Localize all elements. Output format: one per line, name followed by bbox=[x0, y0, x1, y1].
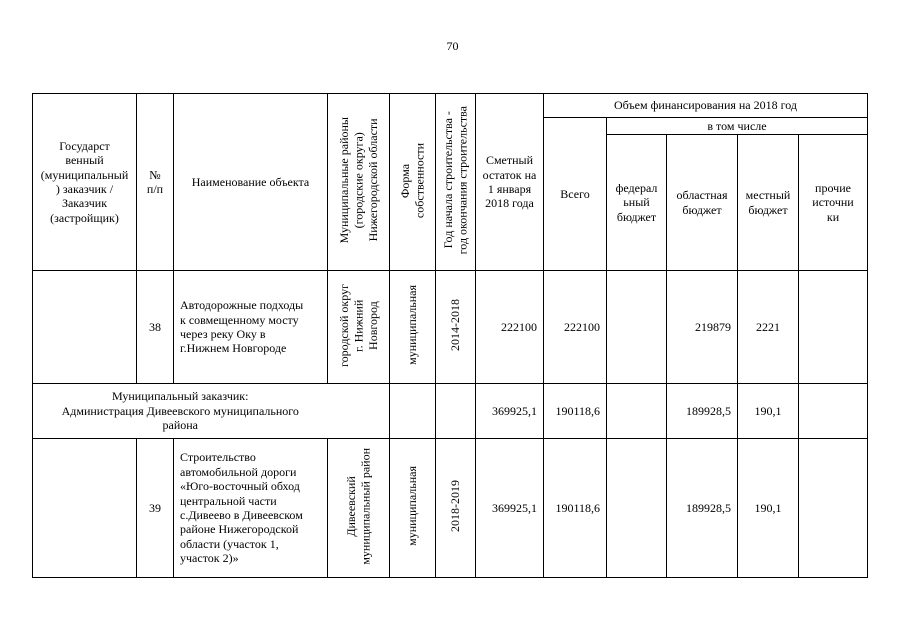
header-including: в том числе bbox=[607, 118, 868, 135]
cell-object-name: Автодорожные подходы к совмещенному мосту через реку Оку в г.Нижнем Новгороде bbox=[174, 271, 328, 384]
cell-other bbox=[799, 439, 868, 578]
table-row bbox=[33, 439, 868, 578]
cell-other bbox=[799, 271, 868, 384]
header-regional: областная бюджет bbox=[667, 135, 738, 271]
cell-num: 39 bbox=[137, 439, 174, 578]
cell-total: 190118,6 bbox=[544, 439, 607, 578]
group-empty-ownership bbox=[390, 384, 436, 439]
group-empty-district bbox=[328, 384, 390, 439]
group-local: 190,1 bbox=[738, 384, 799, 439]
header-years: Год начала строительства - год окончания строительства bbox=[436, 94, 476, 271]
cell-estimate: 369925,1 bbox=[476, 439, 544, 578]
cell-ownership: муниципальная bbox=[390, 271, 436, 384]
cell-object-name: Строительство автомобильной дороги «Юго-восточный обход центральной части с.Дивеево в Дивеевском районе Нижегородской области (участок 1, участок 2)» bbox=[174, 439, 328, 578]
group-federal bbox=[607, 384, 667, 439]
cell-total: 222100 bbox=[544, 271, 607, 384]
cell-district: городской округ г. Нижний Новгород bbox=[328, 271, 390, 384]
cell-num: 38 bbox=[137, 271, 174, 384]
header-num: № п/п bbox=[137, 94, 174, 271]
page-number: 70 bbox=[446, 39, 459, 53]
group-other bbox=[799, 384, 868, 439]
header-object-name: Наименование объекта bbox=[174, 94, 328, 271]
header-federal: федерал ьный бюджет bbox=[607, 135, 667, 271]
cell-years: 2018-2019 bbox=[436, 439, 476, 578]
group-empty-years bbox=[436, 384, 476, 439]
group-total: 190118,6 bbox=[544, 384, 607, 439]
group-label: Муниципальный заказчик: Администрация Дивеевского муниципального района bbox=[33, 384, 328, 439]
financing-table bbox=[32, 93, 868, 578]
cell-district: Дивеевский муниципальный район bbox=[328, 439, 390, 578]
cell-estimate: 222100 bbox=[476, 271, 544, 384]
header-local: местный бюджет bbox=[738, 135, 799, 271]
header-other: прочие источни ки bbox=[799, 135, 868, 271]
cell-years: 2014-2018 bbox=[436, 271, 476, 384]
cell-local: 190,1 bbox=[738, 439, 799, 578]
header-customer: Государст венный (муниципальный ) заказчик / Заказчик (застройщик) bbox=[33, 94, 137, 271]
header-financing-volume: Объем финансирования на 2018 год bbox=[544, 94, 868, 118]
cell-local: 2221 bbox=[738, 271, 799, 384]
cell-federal bbox=[607, 439, 667, 578]
group-row bbox=[33, 384, 868, 439]
group-estimate: 369925,1 bbox=[476, 384, 544, 439]
cell-regional: 219879 bbox=[667, 271, 738, 384]
cell-regional: 189928,5 bbox=[667, 439, 738, 578]
cell-customer bbox=[33, 439, 137, 578]
table-row bbox=[33, 271, 868, 384]
group-regional: 189928,5 bbox=[667, 384, 738, 439]
cell-ownership: муниципальная bbox=[390, 439, 436, 578]
header-districts: Муниципальные районы (городские округа) Нижегородской области bbox=[328, 94, 390, 271]
cell-customer bbox=[33, 271, 137, 384]
header-total: Всего bbox=[544, 118, 607, 271]
cell-federal bbox=[607, 271, 667, 384]
header-estimate-balance: Сметный остаток на 1 января 2018 года bbox=[476, 94, 544, 271]
header-ownership: Форма собственности bbox=[390, 94, 436, 271]
